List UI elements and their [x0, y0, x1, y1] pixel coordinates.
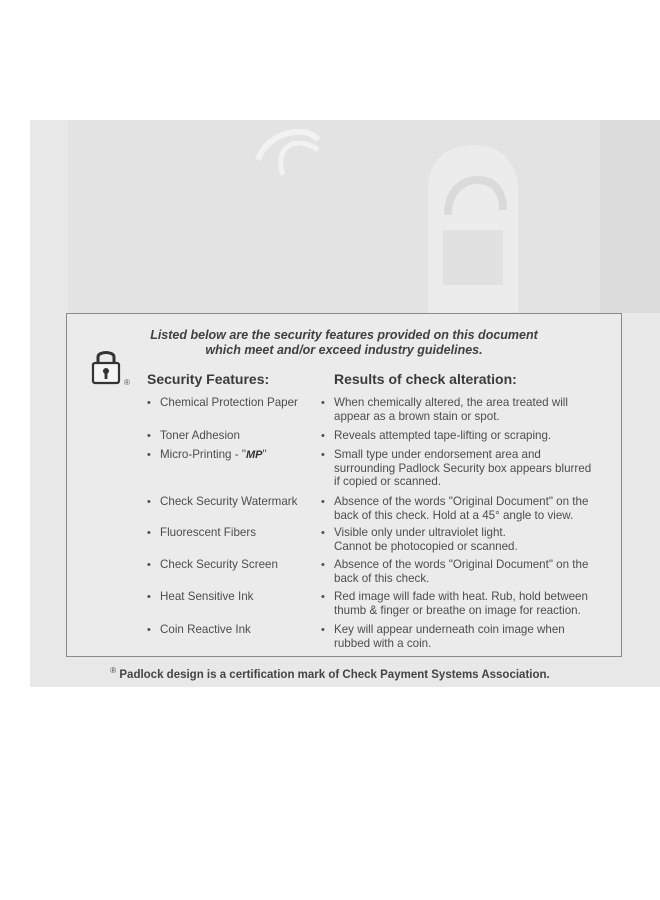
bullet: •	[147, 624, 151, 636]
feature-label: Heat Sensitive Ink	[160, 590, 254, 603]
result-text: When chemically altered, the area treated will appear as a brown stain or spot.	[334, 396, 568, 423]
bullet: •	[147, 449, 151, 461]
bullet: •	[147, 397, 151, 409]
results-header: Results of check alteration:	[334, 371, 517, 387]
bullet: •	[321, 449, 325, 461]
bullet: •	[147, 496, 151, 508]
pattern-edge	[600, 120, 660, 313]
security-features-header: Security Features:	[147, 371, 270, 387]
feature-label: Coin Reactive Ink	[160, 623, 251, 636]
result-text: Absence of the words "Original Document" on the back of this check. Hold at a 45° angle to view.	[334, 495, 589, 522]
bullet: •	[321, 624, 325, 636]
result-text: Red image will fade with heat. Rub, hold between thumb & finger or breathe on image for reaction.	[334, 590, 588, 617]
feature-label: Chemical Protection Paper	[160, 396, 298, 409]
result-text: Reveals attempted tape-lifting or scraping.	[334, 429, 552, 442]
watermark-graphic	[68, 120, 660, 313]
feature-label-end: "	[262, 448, 267, 461]
bullet: •	[147, 430, 151, 442]
bullet: •	[147, 527, 151, 539]
security-pattern	[68, 120, 660, 313]
footer-registered-mark: ®	[110, 666, 117, 675]
padlock-icon	[89, 346, 123, 386]
feature-label: Check Security Screen	[160, 558, 278, 571]
result-text: Visible only under ultraviolet light.	[334, 526, 506, 539]
result-text: Small type under endorsement area and surrounding Padlock Security box appears blurred if copied or scanned.	[334, 448, 592, 488]
result-text: Key will appear underneath coin image when rubbed with a coin.	[334, 623, 565, 650]
feature-label: Check Security Watermark	[160, 495, 298, 508]
intro-line-1: Listed below are the security features provided on this document	[150, 328, 538, 342]
bullet: •	[147, 591, 151, 603]
padlock-registered-mark: ®	[124, 378, 130, 387]
bullet: •	[321, 430, 325, 442]
intro-text	[67, 328, 621, 358]
feature-label: Toner Adhesion	[160, 429, 240, 442]
bullet: •	[321, 591, 325, 603]
mp-logo: MP	[245, 449, 263, 461]
security-features-box	[66, 313, 622, 657]
bullet: •	[321, 397, 325, 409]
feature-label: Micro-Printing - "	[160, 448, 246, 461]
bullet: •	[321, 527, 325, 539]
bullet: •	[321, 559, 325, 571]
footer-text: Padlock design is a certification mark of Check Payment Systems Association.	[119, 668, 550, 681]
result-text: Absence of the words "Original Document" on the back of this check.	[334, 558, 589, 585]
feature-label: Fluorescent Fibers	[160, 526, 257, 539]
bullet: •	[147, 559, 151, 571]
bullet: •	[321, 496, 325, 508]
certification-footer	[0, 666, 660, 681]
result-text-2: Cannot be photocopied or scanned.	[334, 539, 518, 553]
intro-line-2: which meet and/or exceed industry guidelines.	[205, 343, 483, 357]
